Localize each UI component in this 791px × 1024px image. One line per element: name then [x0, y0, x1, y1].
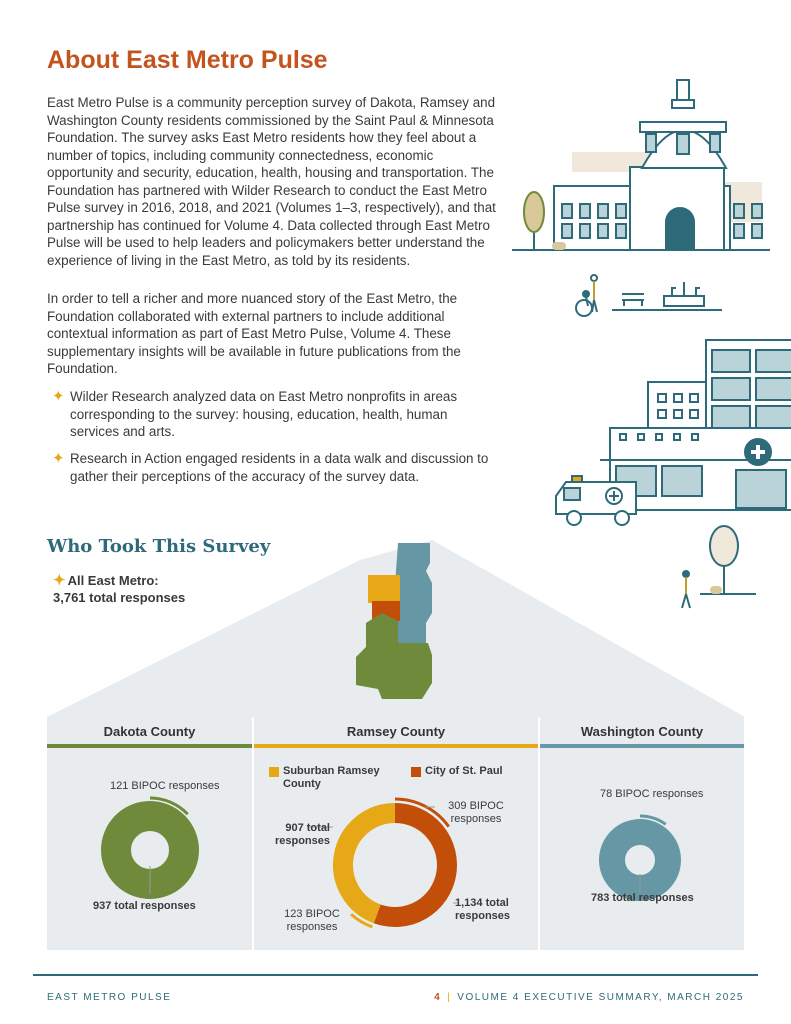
stpaul-total-label: 1,134 total responses: [455, 897, 511, 922]
footer-edition: VOLUME 4 EXECUTIVE SUMMARY, MARCH 2025: [457, 992, 744, 1003]
star-bullet-icon: ✦: [52, 388, 65, 405]
dakota-county-heading: Dakota County: [103, 724, 196, 739]
page-number: 4: [434, 992, 442, 1003]
ambulance-illustration: [554, 470, 639, 530]
ramsey-county-heading: Ramsey County: [346, 724, 446, 739]
footer-publication-name: EAST METRO PULSE: [47, 992, 172, 1003]
bullet-wilder: [52, 388, 492, 441]
survey-section-title: Who Took This Survey: [47, 536, 271, 557]
ramsey-donut-chart: [325, 795, 465, 935]
washington-total-label: 783 total responses: [591, 892, 694, 904]
star-bullet-icon: ✦: [53, 572, 66, 589]
all-metro-label: All East Metro:: [67, 573, 159, 588]
partners-paragraph: In order to tell a richer and more nuanced story of the East Metro, the Foundation collaborated with external partners to include additional contextual information as part of East Metro Pulse, Volume 4. These supplementary insights will be available in future publications from the Foundation.: [47, 291, 461, 376]
bullet-text: Wilder Research analyzed data on East Metro nonprofits in areas corresponding to the survey: housing, education, health, human services and arts.: [70, 389, 458, 439]
intro-paragraph: East Metro Pulse is a community perception survey of Dakota, Ramsey and Washington County residents commissioned by the Saint Paul & Minnesota Foundation. The survey asks East Metro residents how they feel about a number of topics, including community connectedness, economic opportunity and security, education, health, housing and transportation. The Foundation has partnered with Wilder Research to conduct the East Metro Pulse survey in 2016, 2018, and 2021 (Volumes 1–3, respectively), and that partnership has continued for Volume 4. Data collected through East Metro Pulse will be used to help leaders and policymakers better understand the experience of living in the East Metro, as told by its residents.: [47, 95, 496, 268]
legend-stpaul-swatch: [411, 767, 421, 777]
star-bullet-icon: ✦: [52, 450, 65, 467]
dakota-bipoc-label: 121 BIPOC responses: [110, 780, 220, 792]
washington-bipoc-label: 78 BIPOC responses: [600, 788, 704, 800]
washington-county-heading: Washington County: [580, 724, 704, 739]
legend-stpaul-label: City of St. Paul: [425, 765, 503, 777]
capitol-building-illustration: [512, 72, 772, 252]
stpaul-bipoc-label: 309 BIPOC responses: [448, 800, 504, 825]
page-title: About East Metro Pulse: [47, 46, 328, 74]
dakota-donut-chart: [100, 800, 200, 900]
ramsey-rule: [254, 744, 538, 748]
legend-suburban-label: Suburban Ramsey County: [283, 765, 380, 790]
dakota-total-label: 937 total responses: [93, 900, 196, 912]
column-divider: [252, 717, 254, 950]
park-people-illustration: [572, 272, 722, 322]
suburban-bipoc-label: 123 BIPOC responses: [284, 908, 340, 933]
dakota-rule: [47, 744, 252, 748]
stpaul-segment: [377, 813, 447, 917]
bullet-research-in-action: [52, 450, 492, 485]
legend-suburban-swatch: [269, 767, 279, 777]
east-metro-county-map: [354, 543, 444, 703]
suburban-ramsey-shape: [368, 575, 400, 603]
washington-rule: [540, 744, 744, 748]
footer-rule: [33, 974, 758, 976]
bullet-text: Research in Action engaged residents in a data walk and discussion to gather their perceptions of the accuracy of the survey data.: [70, 451, 489, 484]
footer-right: [434, 992, 744, 1003]
column-divider: [538, 717, 540, 950]
suburban-segment: [343, 813, 395, 914]
footer-separator: |: [447, 992, 452, 1003]
all-metro-total: 3,761 total responses: [53, 590, 186, 605]
suburban-total-label: 907 total responses: [274, 822, 330, 847]
